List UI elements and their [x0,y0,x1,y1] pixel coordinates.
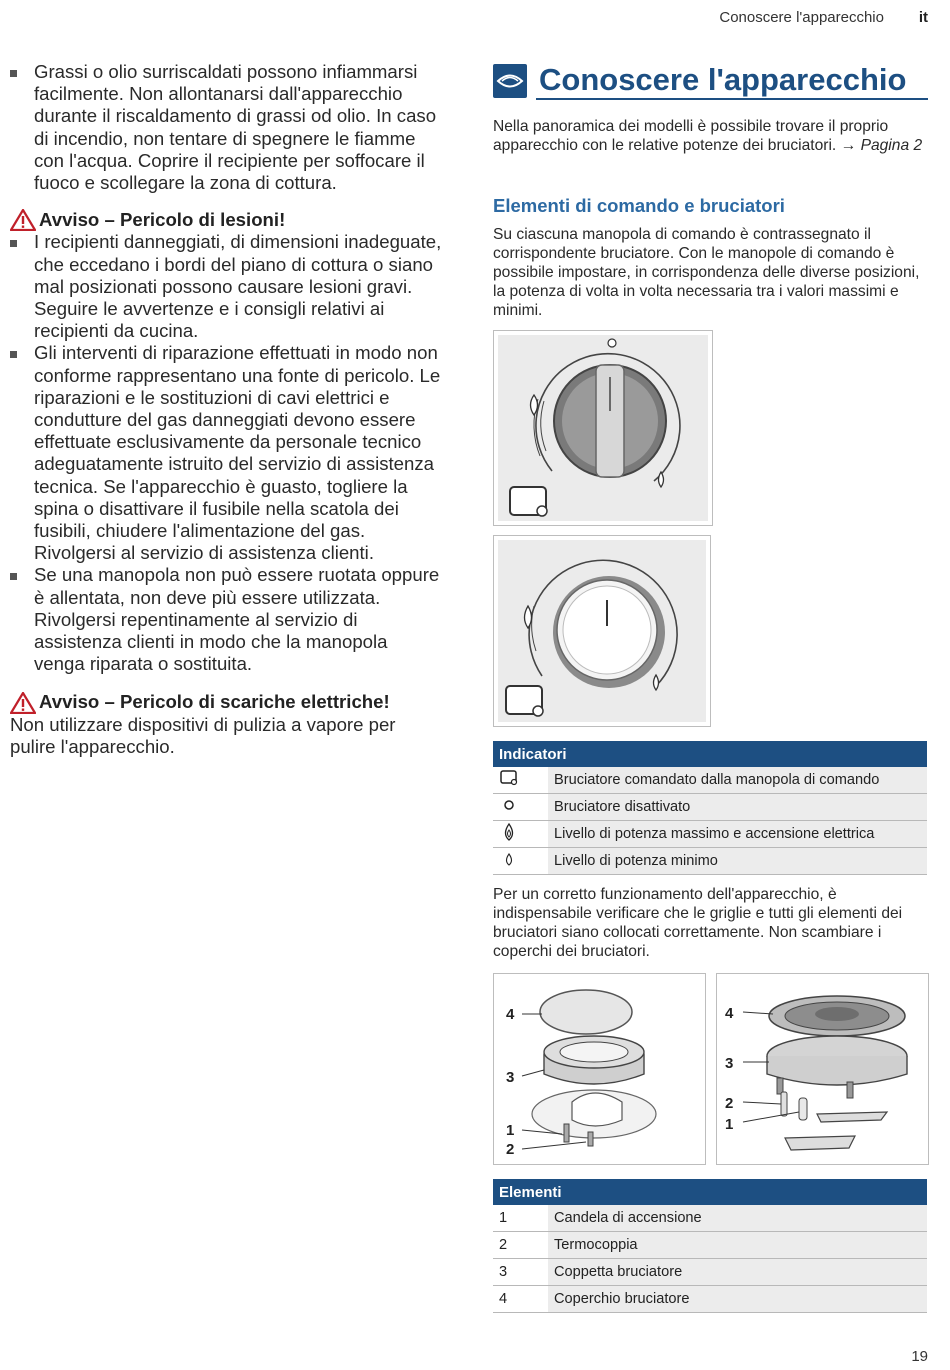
burner-exploded-illustration [716,973,929,1165]
off-circle-icon [499,796,519,814]
burner-placement-paragraph: Per un corretto funzionamento dell'apparecchio, è indispensabile verificare che le griglie e tutti gli elementi dei bruciatori siano collocati correttamente. Non scambiare i coperchi dei bruciatori. [493,886,903,960]
intro-paragraph [493,117,923,155]
indicator-label: Bruciatore disattivato [548,794,928,821]
indicator-label: Livello di potenza massimo e accensione elettrica [548,821,928,848]
warning-heading-text: Avviso – Pericolo di lesioni! [39,209,286,231]
table-row [493,1205,927,1232]
warning-text: Non utilizzare dispositivi di pulizia a vapore per pulire l'apparecchio. [10,713,396,757]
page-reference-arrow-icon: → [840,137,857,154]
part-label: 2 [506,1141,515,1158]
table-row [493,821,927,848]
large-flame-icon [499,822,519,842]
table-row [493,848,927,875]
warning-triangle-icon [10,692,36,714]
indicators-table-header: Indicatori [493,741,927,767]
warning-heading-text: Avviso – Pericolo di scariche elettriche! [39,691,390,713]
element-number: 3 [493,1259,548,1286]
element-number: 1 [493,1205,548,1232]
safety-instructions-column [10,61,442,758]
subsection-title: Elementi di comando e bruciatori [493,195,785,216]
control-knob-illustration [493,330,713,526]
warning-triangle-icon [10,209,36,231]
part-label: 1 [506,1122,515,1139]
element-label: Coppetta bruciatore [548,1259,928,1286]
intro-text: Nella panoramica dei modelli è possibile trovare il proprio apparecchio con le relative potenze dei bruciatori. [493,118,889,154]
burner-controlled-icon [499,769,519,787]
language-tag: it [918,9,928,26]
section-title-rule [536,98,928,100]
burner-exploded-illustration [493,973,706,1165]
table-row [493,794,927,821]
control-knob-illustration [493,535,711,727]
table-row [493,1259,927,1286]
part-label: 4 [725,1005,734,1022]
small-flame-icon [499,849,519,869]
bullet-item: Grassi o olio surriscaldati possono infiammarsi facilmente. Non allontanarsi dall'apparecchio durante il riscaldamento di grassi od olio. In caso di incendio, non tentare di spegnere le fiamme con l'acqua. Coprire il recipiente per soffocare il fuoco e scollegare la zona di cottura. [10,61,442,194]
element-label: Termocoppia [548,1232,928,1259]
table-row [493,1286,927,1313]
part-label: 3 [506,1069,515,1086]
subsection-body: Su ciascuna manopola di comando è contrassegnato il corrispondente bruciatore. Con le manopole di comando è possibile impostare, in corrispondenza delle diverse posizioni, la potenza di volta in volta necessaria tra i valori massimi e minimi. [493,226,920,319]
indicator-label: Livello di potenza minimo [548,848,928,875]
part-label: 3 [725,1055,734,1072]
indicator-label: Bruciatore comandato dalla manopola di comando [548,767,928,794]
elements-table [493,1179,927,1313]
section-title: Conoscere l'apparecchio [539,62,907,97]
element-number: 4 [493,1286,548,1313]
bullet-item: I recipienti danneggiati, di dimensioni inadeguate, che eccedano i bordi del piano di cottura o siano mal posizionati possono causare lesioni gravi. Seguire le avvertenze e i consigli relativi ai recipienti da cucina. [10,231,442,342]
part-label: 4 [506,1006,515,1023]
page-number: 19 [911,1348,928,1365]
bullet-item: Gli interventi di riparazione effettuati in modo non conforme rappresentano una fonte di pericolo. Le riparazioni e le sostituzioni di cavi elettrici e condutture del gas danneggiati devono essere effettuate esclusivamente da personale tecnico adeguatamente istruito del servizio di assistenza tecnica. Se l'apparecchio è guasto, togliere la spina o disattivare il fusibile nella scatola dei fusibili, chiudere l'alimentazione del gas. Rivolgersi al servizio di assistenza clienti. [10,342,442,564]
element-label: Candela di accensione [548,1205,928,1232]
page-reference-link[interactable]: Pagina 2 [860,137,923,154]
warning-heading-injury [10,209,442,231]
bullet-item: Se una manopola non può essere ruotata oppure è allentata, non deve più essere utilizzata. Rivolgersi repentinamente al servizio di assistenza clienti in modo che la manopola venga riparata o sostituita. [10,564,442,675]
elements-table-header: Elementi [493,1179,927,1205]
table-row [493,1232,927,1259]
warning-heading-electric [10,691,442,713]
element-label: Coperchio bruciatore [548,1286,928,1313]
indicators-table [493,741,927,875]
running-header-title: Conoscere l'apparecchio [719,9,884,26]
part-label: 1 [725,1116,734,1133]
table-row [493,767,927,794]
eye-icon [493,64,527,98]
element-number: 2 [493,1232,548,1259]
part-label: 2 [725,1095,734,1112]
